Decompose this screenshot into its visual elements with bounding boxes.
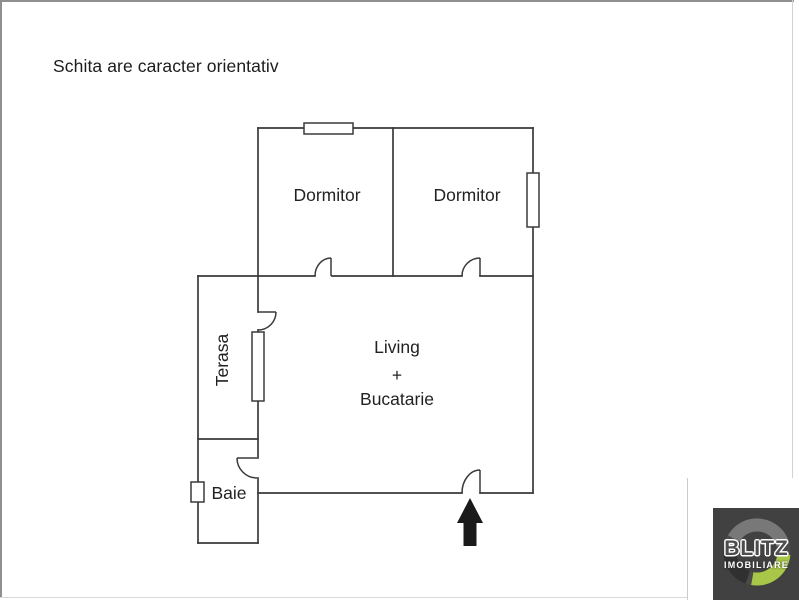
window-dormitor1-icon <box>304 123 353 134</box>
watermark-backdrop <box>687 478 799 600</box>
window-terasa-icon <box>252 332 264 401</box>
door-baie-icon <box>237 458 257 478</box>
room-label-living-line2: + <box>391 365 403 385</box>
door-terasa-icon <box>258 312 276 330</box>
room-label-terasa: Terasa <box>212 333 232 387</box>
blitz-logo-brand-text: BLITZ <box>724 537 789 560</box>
disclaimer-text: Schita are caracter orientativ <box>53 56 279 76</box>
room-label-baie: Baie <box>211 483 247 503</box>
door-entrance-icon <box>462 470 480 493</box>
door-dormitor1-icon <box>315 258 331 276</box>
room-label-dormitor-2: Dormitor <box>433 185 501 205</box>
window-dormitor2-icon <box>527 173 539 227</box>
image-border-bottom <box>0 597 794 598</box>
blitz-logo <box>713 508 799 600</box>
room-label-living-line3: Bucatarie <box>360 389 434 409</box>
window-symbols <box>191 123 539 502</box>
door-symbols <box>237 258 480 493</box>
image-border-top <box>0 0 794 2</box>
blitz-logo-tagline-text: IMOBILIARE <box>724 560 789 570</box>
image-border-left <box>0 0 2 598</box>
room-label-living-line1: Living <box>374 337 420 357</box>
room-label-dormitor-1: Dormitor <box>293 185 361 205</box>
window-baie-icon <box>191 482 204 502</box>
door-dormitor2-icon <box>462 258 480 276</box>
entrance-arrow-icon <box>457 498 483 546</box>
